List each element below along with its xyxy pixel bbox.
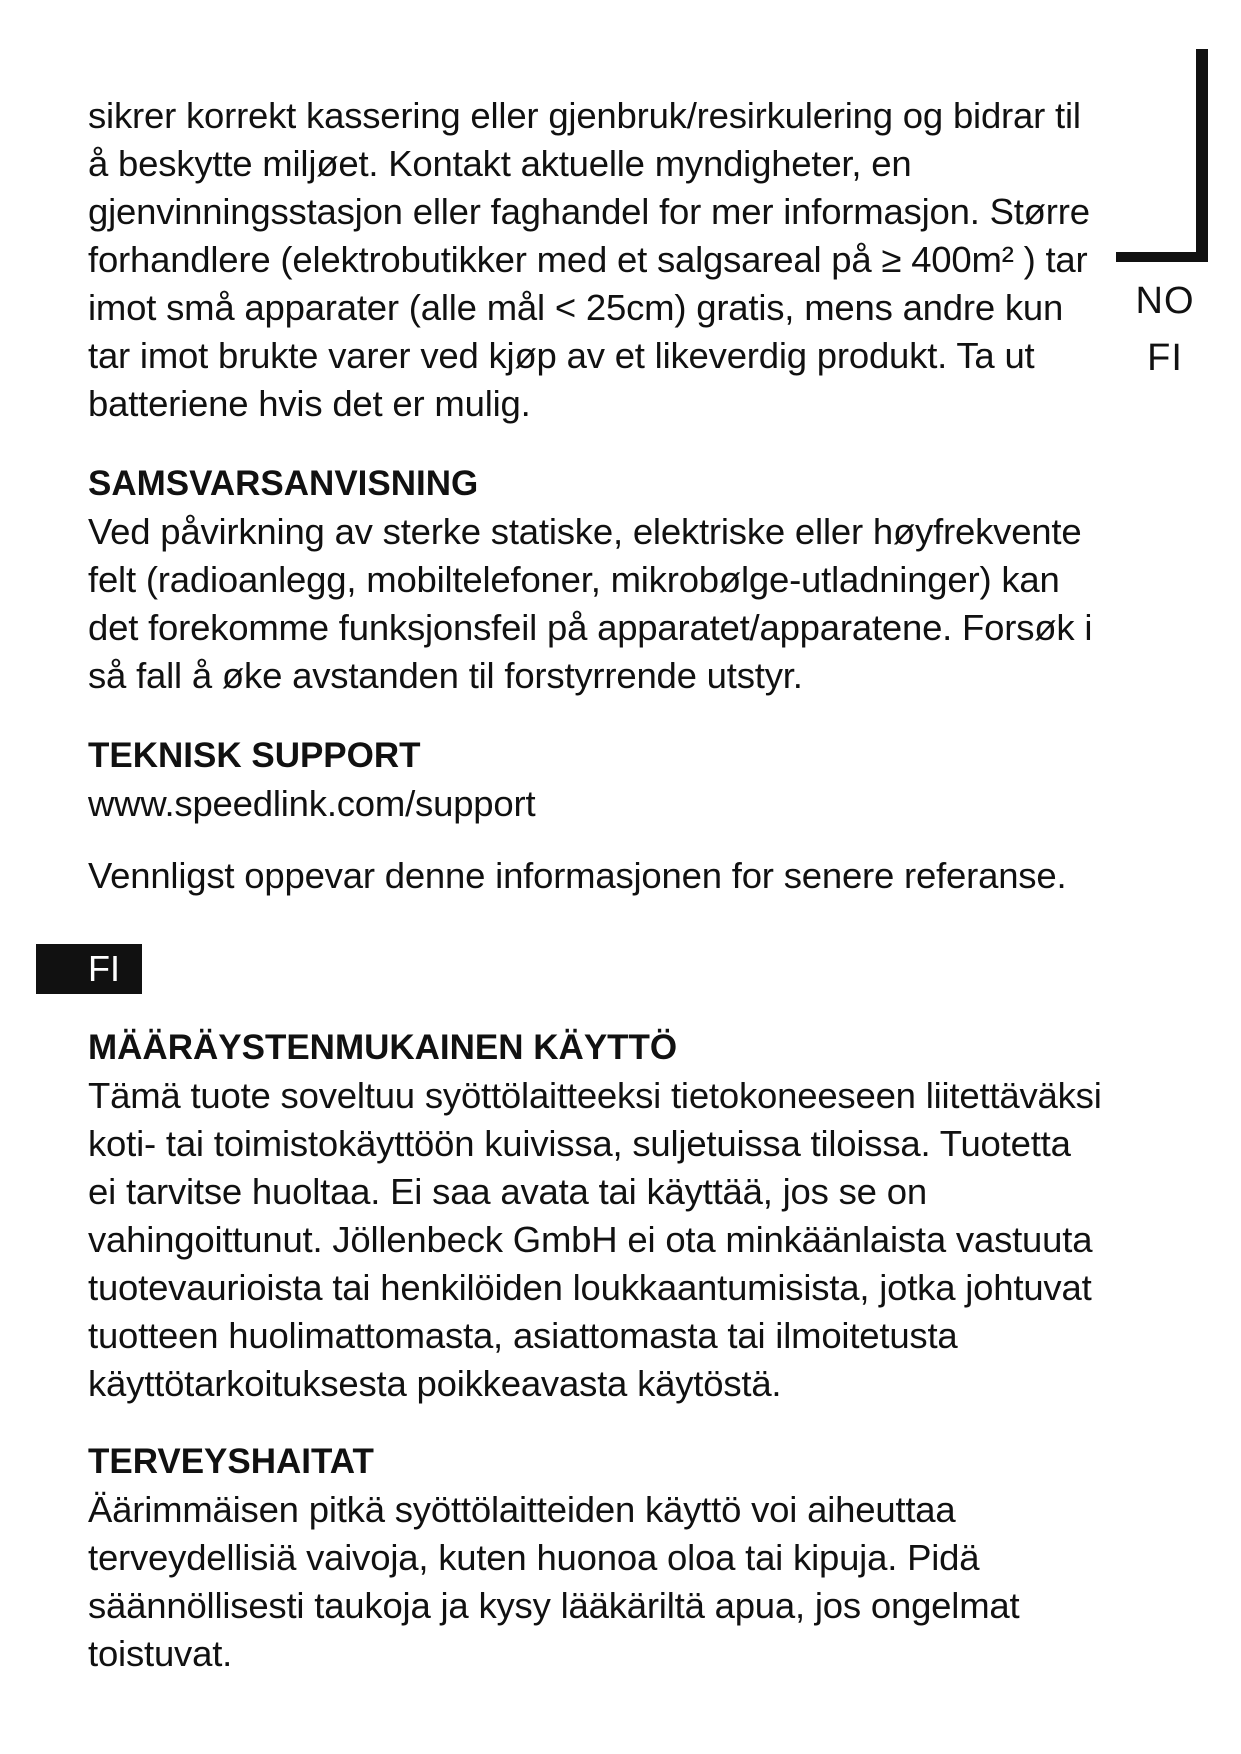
language-tab-no: NO	[1135, 280, 1195, 322]
keep-info-note: Vennligst oppevar denne informasjonen for senere referanse.	[88, 855, 1067, 896]
language-tab-fi: FI	[1147, 337, 1183, 379]
health-text: Äärimmäisen pitkä syöttölaitteiden käyttö voi aiheuttaa terveydellisiä vaivoja, kuten huonoa oloa tai kipuja. Pidä säännöllisesti taukoja ja kysy lääkäriltä apua, jos ongelmat toistuvat.	[88, 1489, 1020, 1674]
page-corner-marker	[1116, 49, 1208, 262]
intended-use-text: Tämä tuote soveltuu syöttölaitteeksi tietokoneeseen liitettäväksi koti- tai toimistokäyttöön kuivissa, suljetuissa tiloissa. Tuotetta ei tarvitse huoltaa. Ei saa avata tai käyttää, jos se on vahingoittunut. Jöllenbeck GmbH ei ota minkäänlaista vastuuta tuotevaurioista tai henkilöiden loukkaantumisista, jotka johtuvat tuotteen huolimattomasta, asiattomasta tai ilmoitetusta käyttötarkoituksesta poikkeavasta käytöstä.	[88, 1075, 1102, 1404]
conformity-heading: SAMSVARSANVISNING	[88, 464, 479, 503]
page-content	[88, 92, 1108, 1678]
conformity-text: Ved påvirkning av sterke statiske, elektriske eller høyfrekvente felt (radioanlegg, mobiltelefoner, mikrobølge-utladninger) kan det forekomme funksjonsfeil på apparatet/apparatene. Forsøk i så fall å øke avstanden til forstyrrende utstyr.	[88, 511, 1093, 696]
health-heading: TERVEYSHAITAT	[88, 1442, 374, 1481]
support-heading: TEKNISK SUPPORT	[88, 736, 421, 775]
intended-use-heading: MÄÄRÄYSTENMUKAINEN KÄYTTÖ	[88, 1028, 678, 1067]
disposal-paragraph: sikrer korrekt kassering eller gjenbruk/resirkulering og bidrar til å beskytte miljøet. Kontakt aktuelle myndigheter, en gjenvinningsstasjon eller faghandel for mer informasjon. Større forhandlere (elektrobutikker med et salgsareal på ≥ 400m² ) tar imot små apparater (alle mål < 25cm) gratis, mens andre kun tar imot brukte varer ved kjøp av et likeverdig produkt. Ta ut batteriene hvis det er mulig.	[88, 95, 1090, 424]
support-url: www.speedlink.com/support	[88, 783, 536, 824]
fi-section-label: FI	[36, 944, 142, 994]
